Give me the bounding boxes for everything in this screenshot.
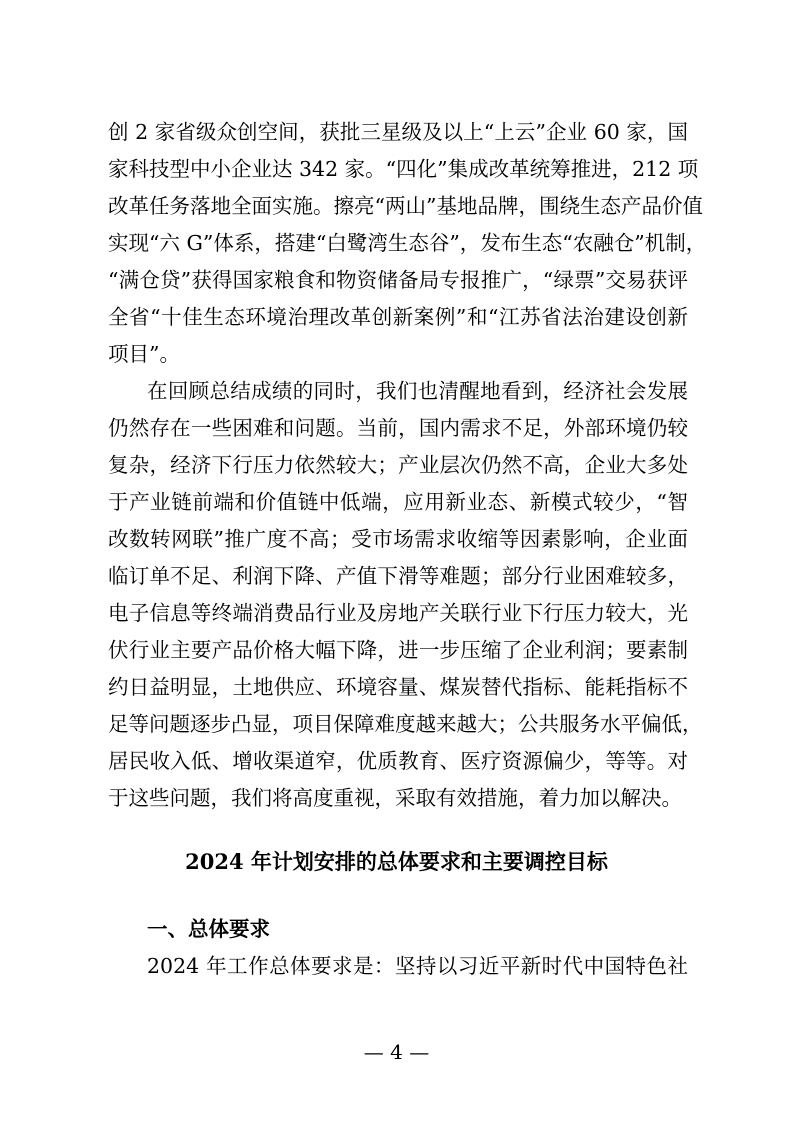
text-line: 电子信息等终端消费品行业及房地产关联行业下行压力较大，光: [108, 601, 688, 625]
text-line: 复杂，经济下行压力依然较大；产业层次仍然不高，企业大多处: [108, 453, 688, 477]
page-number: — 4 —: [363, 1040, 430, 1064]
text-line: 改革任务落地全面实施。擦亮“两山”基地品牌，围绕生态产品价值: [108, 194, 703, 218]
text-line: 伏行业主要产品价格大幅下降，进一步压缩了企业利润；要素制: [108, 638, 688, 662]
text-line: 约日益明显，土地供应、环境容量、煤炭替代指标、能耗指标不: [108, 675, 688, 699]
text-line: 创 2 家省级众创空间，获批三星级及以上“上云”企业 60 家，国: [108, 120, 688, 144]
text-line: 仍然存在一些困难和问题。当前，国内需求不足，外部环境仍较: [108, 416, 688, 440]
text-line: 临订单不足、利润下降、产值下滑等难题；部分行业困难较多，: [108, 564, 688, 588]
subsection-title: 一、总体要求: [147, 917, 270, 941]
text-line: 于这些问题，我们将高度重视，采取有效措施，着力加以解决。: [108, 786, 682, 810]
text-line: 家科技型中小企业达 342 家。“四化”集成改革统筹推进，212 项: [108, 157, 699, 181]
text-line: 在回顾总结成绩的同时，我们也清醒地看到，经济社会发展: [147, 379, 688, 403]
text-line: 于产业链前端和价值链中低端，应用新业态、新模式较少，“智: [108, 490, 688, 514]
text-line: 项目”。: [108, 342, 180, 366]
text-line: 2024 年工作总体要求是：坚持以习近平新时代中国特色社: [147, 954, 688, 978]
text-line: 足等问题逐步凸显，项目保障难度越来越大；公共服务水平偏低，: [108, 712, 703, 736]
text-line: “满仓贷”获得国家粮食和物资储备局专报推广，“绿票”交易获评: [108, 268, 688, 292]
text-line: 改数转网联”推广度不高；受市场需求收缩等因素影响，企业面: [108, 527, 688, 551]
text-line: 居民收入低、增收渠道窄，优质教育、医疗资源偏少，等等。对: [108, 749, 688, 773]
text-line: 全省“十佳生态环境治理改革创新案例”和“江苏省法治建设创新: [108, 305, 688, 329]
section-title: 2024 年计划安排的总体要求和主要调控目标: [185, 849, 608, 874]
text-line: 实现“六 G”体系，搭建“白鹭湾生态谷”，发布生态“农融仓”机制，: [108, 231, 707, 255]
